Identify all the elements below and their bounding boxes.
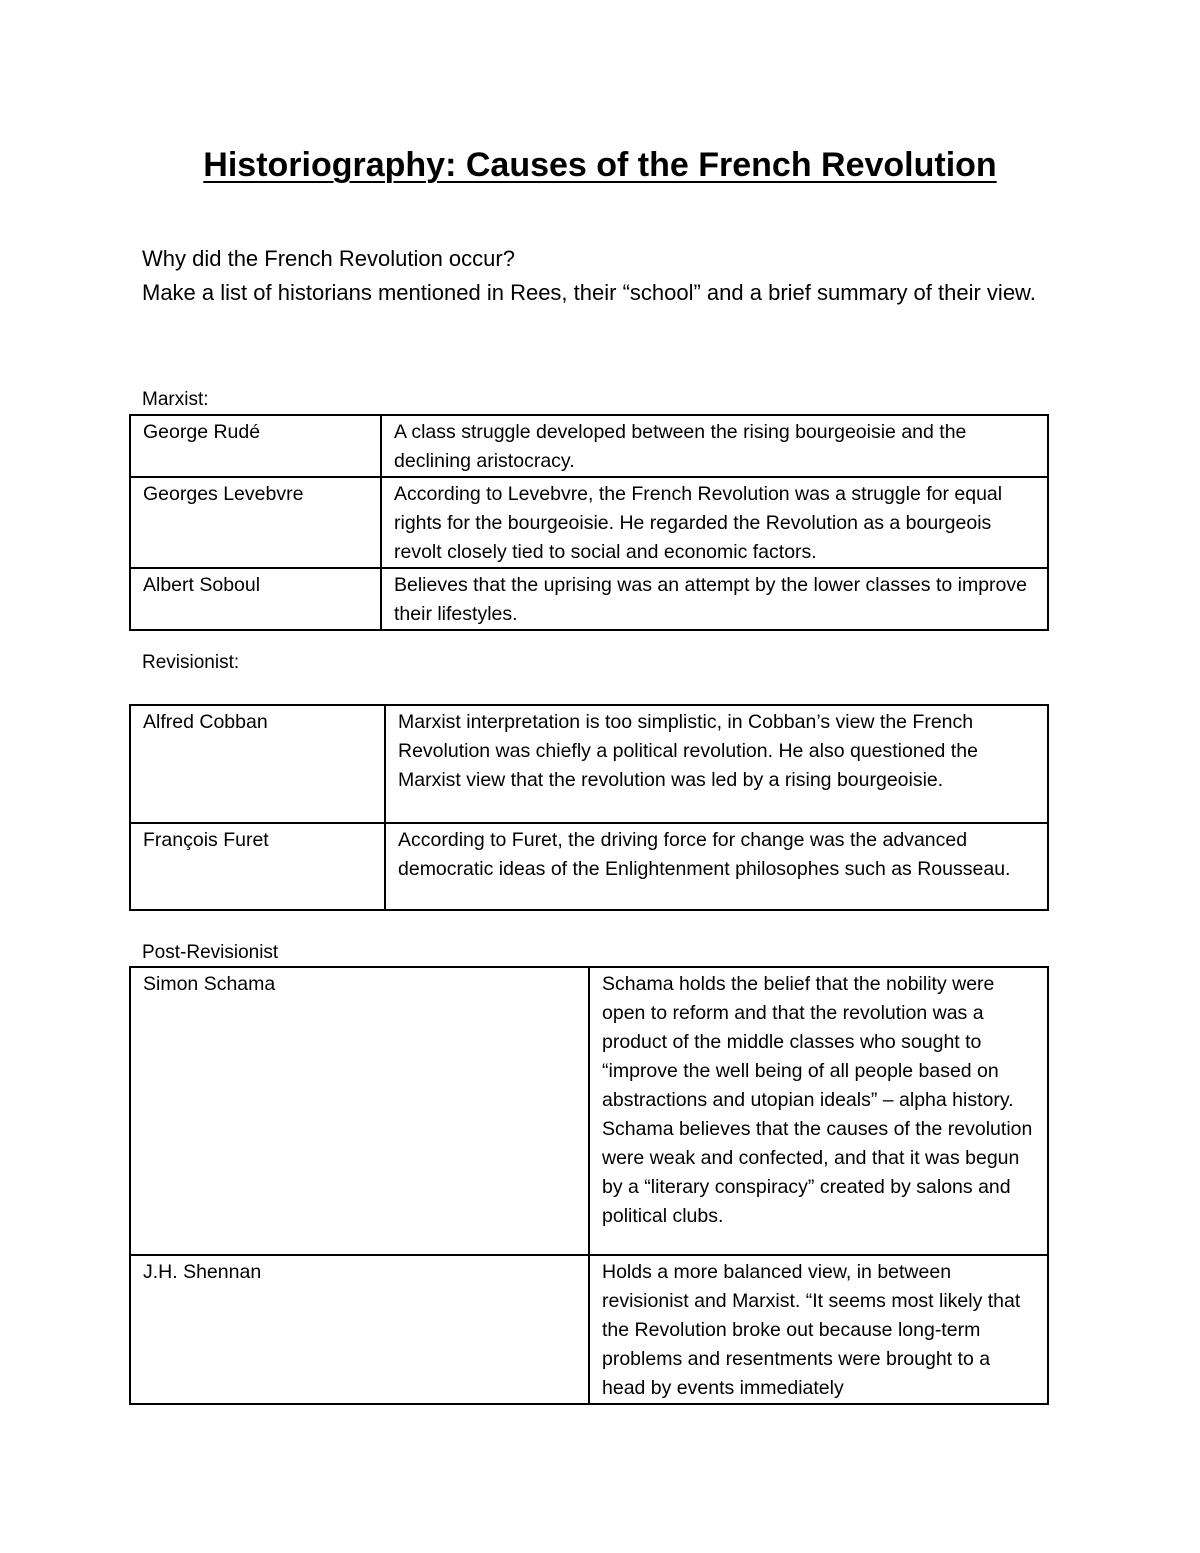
historian-name: Simon Schama: [130, 967, 589, 1255]
historian-view: Believes that the uprising was an attempt by the lower classes to improve their lifestyles.: [381, 568, 1048, 630]
intro: [142, 242, 1062, 310]
historian-name: J.H. Shennan: [130, 1255, 589, 1404]
historian-name: George Rudé: [130, 415, 381, 477]
historian-view: Marxist interpretation is too simplistic, in Cobban’s view the French Revolution was chiefly a political revolution. He also questioned the Marxist view that the revolution was led by a rising bourgeoisie.: [385, 705, 1048, 823]
section-label-post-revisionist: Post-Revisionist: [142, 942, 279, 963]
table-row: [130, 705, 1048, 823]
historian-name: Georges Levebvre: [130, 477, 381, 568]
table-row: [130, 568, 1048, 630]
historian-view: Holds a more balanced view, in between revisionist and Marxist. “It seems most likely that the Revolution broke out because long-term problems and resentments were brought to a head by events immediately: [589, 1255, 1048, 1404]
historian-view: Schama holds the belief that the nobility were open to reform and that the revolution was a product of the middle classes who sought to “improve the well being of all people based on abstractions and utopian ideals” – alpha history. Schama believes that the causes of the revolution were weak and confected, and that it was begun by a “literary conspiracy” created by salons and political clubs.: [589, 967, 1048, 1255]
historian-view: According to Furet, the driving force for change was the advanced democratic ideas of the Enlightenment philosophes such as Rousseau.: [385, 823, 1048, 910]
historian-name: Alfred Cobban: [130, 705, 385, 823]
section-label-marxist: Marxist:: [142, 389, 209, 410]
historian-view: According to Levebvre, the French Revolution was a struggle for equal rights for the bourgeoisie. He regarded the Revolution as a bourgeois revolt closely tied to social and economic factors.: [381, 477, 1048, 568]
table-revisionist: [129, 704, 1049, 911]
table-post-revisionist: [129, 966, 1049, 1405]
historian-name: Albert Soboul: [130, 568, 381, 630]
table-row: [130, 477, 1048, 568]
section-label-revisionist: Revisionist:: [142, 652, 240, 673]
table-marxist: [129, 414, 1049, 631]
table-row: [130, 415, 1048, 477]
table-row: [130, 1255, 1048, 1404]
historian-name: François Furet: [130, 823, 385, 910]
intro-question: Why did the French Revolution occur?: [142, 246, 515, 271]
historian-view: A class struggle developed between the rising bourgeoisie and the declining aristocracy.: [381, 415, 1048, 477]
table-row: [130, 823, 1048, 910]
page-title: Historiography: Causes of the French Revolution: [203, 146, 997, 184]
table-row: [130, 967, 1048, 1255]
intro-instruction: Make a list of historians mentioned in Rees, their “school” and a brief summary of their view.: [142, 280, 1036, 305]
